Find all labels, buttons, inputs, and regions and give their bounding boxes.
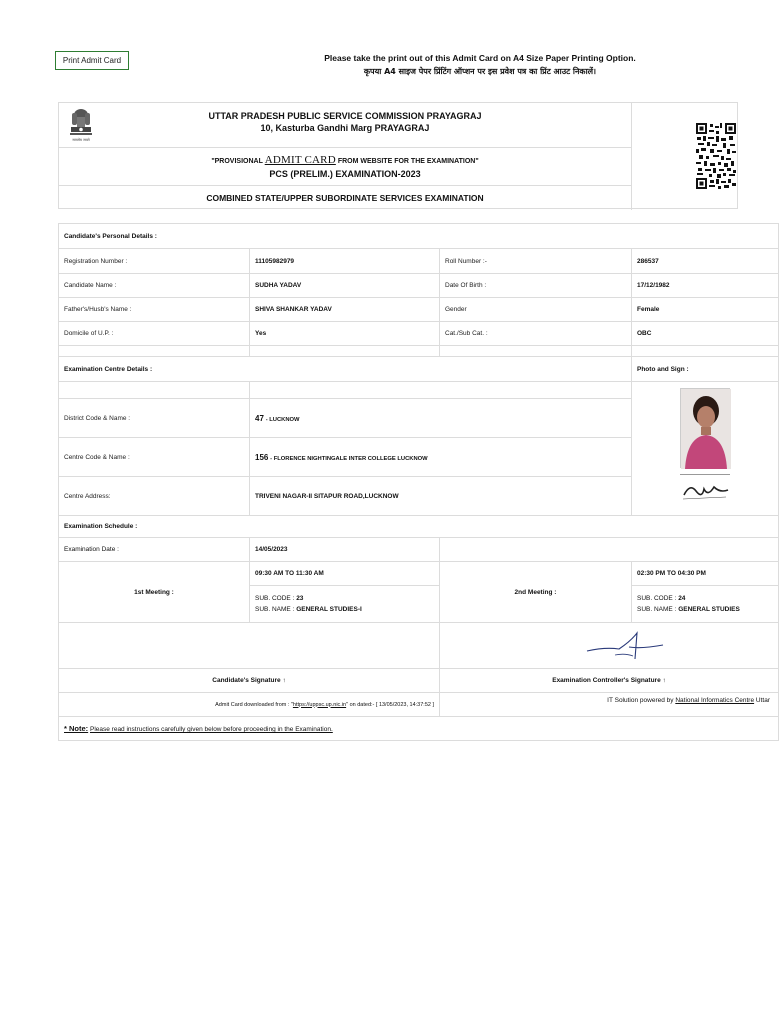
org-address: 10, Kasturba Gandhi Marg PRAYAGRAJ xyxy=(260,123,430,133)
meeting2-label: 2nd Meeting : xyxy=(440,562,632,623)
centre-value: 156 - FLORENCE NIGHTINGALE INTER COLLEGE LUCKNOW xyxy=(250,438,632,477)
table-row xyxy=(59,538,779,562)
controller-sign-cell xyxy=(440,623,779,669)
centre-label: Centre Code & Name : xyxy=(59,438,250,477)
admit-card-title-cell xyxy=(59,148,632,186)
note-label: * Note: xyxy=(64,724,89,733)
org-title-cell xyxy=(59,103,632,148)
table-row xyxy=(59,298,779,322)
roll-value: 286537 xyxy=(632,249,779,274)
exam-date-value: 14/05/2023 xyxy=(250,538,440,562)
note-row xyxy=(59,717,779,741)
table-row xyxy=(59,249,779,274)
centre-section-row xyxy=(59,357,779,382)
domicile-label: Domicile of U.P. : xyxy=(59,322,250,346)
notice-english: Please take the print out of this Admit Card on A4 Size Paper Printing Option. xyxy=(324,53,636,63)
cat-value: OBC xyxy=(632,322,779,346)
signature-label-row xyxy=(59,669,779,693)
org-name: UTTAR PRADESH PUBLIC SERVICE COMMISSION PRAYAGRAJ xyxy=(208,111,482,121)
table-row xyxy=(59,274,779,298)
admit-card-details-table xyxy=(58,223,779,741)
domicile-value: Yes xyxy=(250,322,440,346)
provisional-line: "PROVISIONAL ADMIT CARD FROM WEBSITE FOR THE EXAMINATION" xyxy=(211,154,479,166)
svg-text:सत्यमेव जयते: सत्यमेव जयते xyxy=(72,138,90,142)
candidate-signature-label: Candidate's Signature ↑ xyxy=(59,669,440,693)
exam-full-name: COMBINED STATE/UPPER SUBORDINATE SERVICES EXAMINATION xyxy=(59,186,632,210)
father-label: Father's/Husb's Name : xyxy=(59,298,250,322)
personal-section-row xyxy=(59,224,779,249)
reg-value: 11105982979 xyxy=(250,249,440,274)
meeting1-time: 09:30 AM TO 11:30 AM xyxy=(250,562,440,586)
note-text: Please read instructions carefully given below before proceeding in the Examination. xyxy=(89,726,333,733)
table-row xyxy=(59,322,779,346)
district-label: District Code & Name : xyxy=(59,399,250,438)
meeting2-subject: SUB. CODE : 24 SUB. NAME : GENERAL STUDIES xyxy=(632,586,779,623)
gender-value: Female xyxy=(632,298,779,322)
admit-card-header xyxy=(58,102,738,209)
admit-card xyxy=(58,102,770,733)
exam-name: PCS (PRELIM.) EXAMINATION-2023 xyxy=(269,169,421,179)
district-value: 47 - LUCKNOW xyxy=(250,399,632,438)
national-emblem-icon xyxy=(59,103,104,148)
emblem-logo xyxy=(59,103,104,148)
cat-label: Cat./Sub Cat. : xyxy=(440,322,632,346)
exam-date-label: Examination Date : xyxy=(59,538,250,562)
father-value: SHIVA SHANKAR YADAV xyxy=(250,298,440,322)
download-info: Admit Card downloaded from : "https://uppsc.up.nic.in" on dated:- [ 13/05/2023, 14:37:52 ] xyxy=(59,693,440,717)
admit-card-heading: ADMIT CARD xyxy=(264,154,336,166)
centre-section-title: Examination Centre Details : xyxy=(59,357,632,382)
photo-sign-cell xyxy=(632,382,779,516)
print-admit-card-button[interactable]: Print Admit Card xyxy=(55,51,129,70)
dob-label: Date Of Birth : xyxy=(440,274,632,298)
spacer-row xyxy=(59,382,779,399)
table-row xyxy=(59,562,779,586)
schedule-section-row xyxy=(59,516,779,538)
qr-code-cell xyxy=(632,103,739,210)
personal-section-title: Candidate's Personal Details : xyxy=(59,224,779,249)
print-notice xyxy=(300,52,660,78)
address-value: TRIVENI NAGAR-II SITAPUR ROAD,LUCKNOW xyxy=(250,477,632,516)
footer-row xyxy=(59,693,779,717)
it-solution-info: IT Solution powered by National Informatics Centre Uttar xyxy=(440,693,779,717)
note-cell xyxy=(59,717,779,741)
name-label: Candidate Name : xyxy=(59,274,250,298)
notice-hindi: कृपया A4 साइज पेपर प्रिंटिंग ऑप्शन पर इस प्रवेश पत्र का प्रिंट आउट निकालें। xyxy=(363,67,597,76)
address-label: Centre Address: xyxy=(59,477,250,516)
signature-image-row xyxy=(59,623,779,669)
name-value: SUDHA YADAV xyxy=(250,274,440,298)
spacer-row xyxy=(59,346,779,357)
dob-value: 17/12/1982 xyxy=(632,274,779,298)
gender-label: Gender xyxy=(440,298,632,322)
nic-link[interactable]: National Informatics Centre xyxy=(675,697,755,704)
download-url-link[interactable]: https://uppsc.up.nic.in xyxy=(292,701,347,708)
controller-signature-label: Examination Controller's Signature ↑ xyxy=(440,669,779,693)
reg-label: Registration Number : xyxy=(59,249,250,274)
controller-signature-image xyxy=(585,629,665,663)
candidate-sign-image xyxy=(680,474,730,506)
meeting2-time: 02:30 PM TO 04:30 PM xyxy=(632,562,779,586)
roll-label: Roll Number :- xyxy=(440,249,632,274)
photo-sign-title: Photo and Sign : xyxy=(632,357,779,382)
candidate-photo xyxy=(680,388,730,468)
qr-code-icon xyxy=(696,123,736,189)
meeting1-subject: SUB. CODE : 23 SUB. NAME : GENERAL STUDIES-I xyxy=(250,586,440,623)
meeting1-label: 1st Meeting : xyxy=(59,562,250,623)
schedule-section-title: Examination Schedule : xyxy=(59,516,779,538)
